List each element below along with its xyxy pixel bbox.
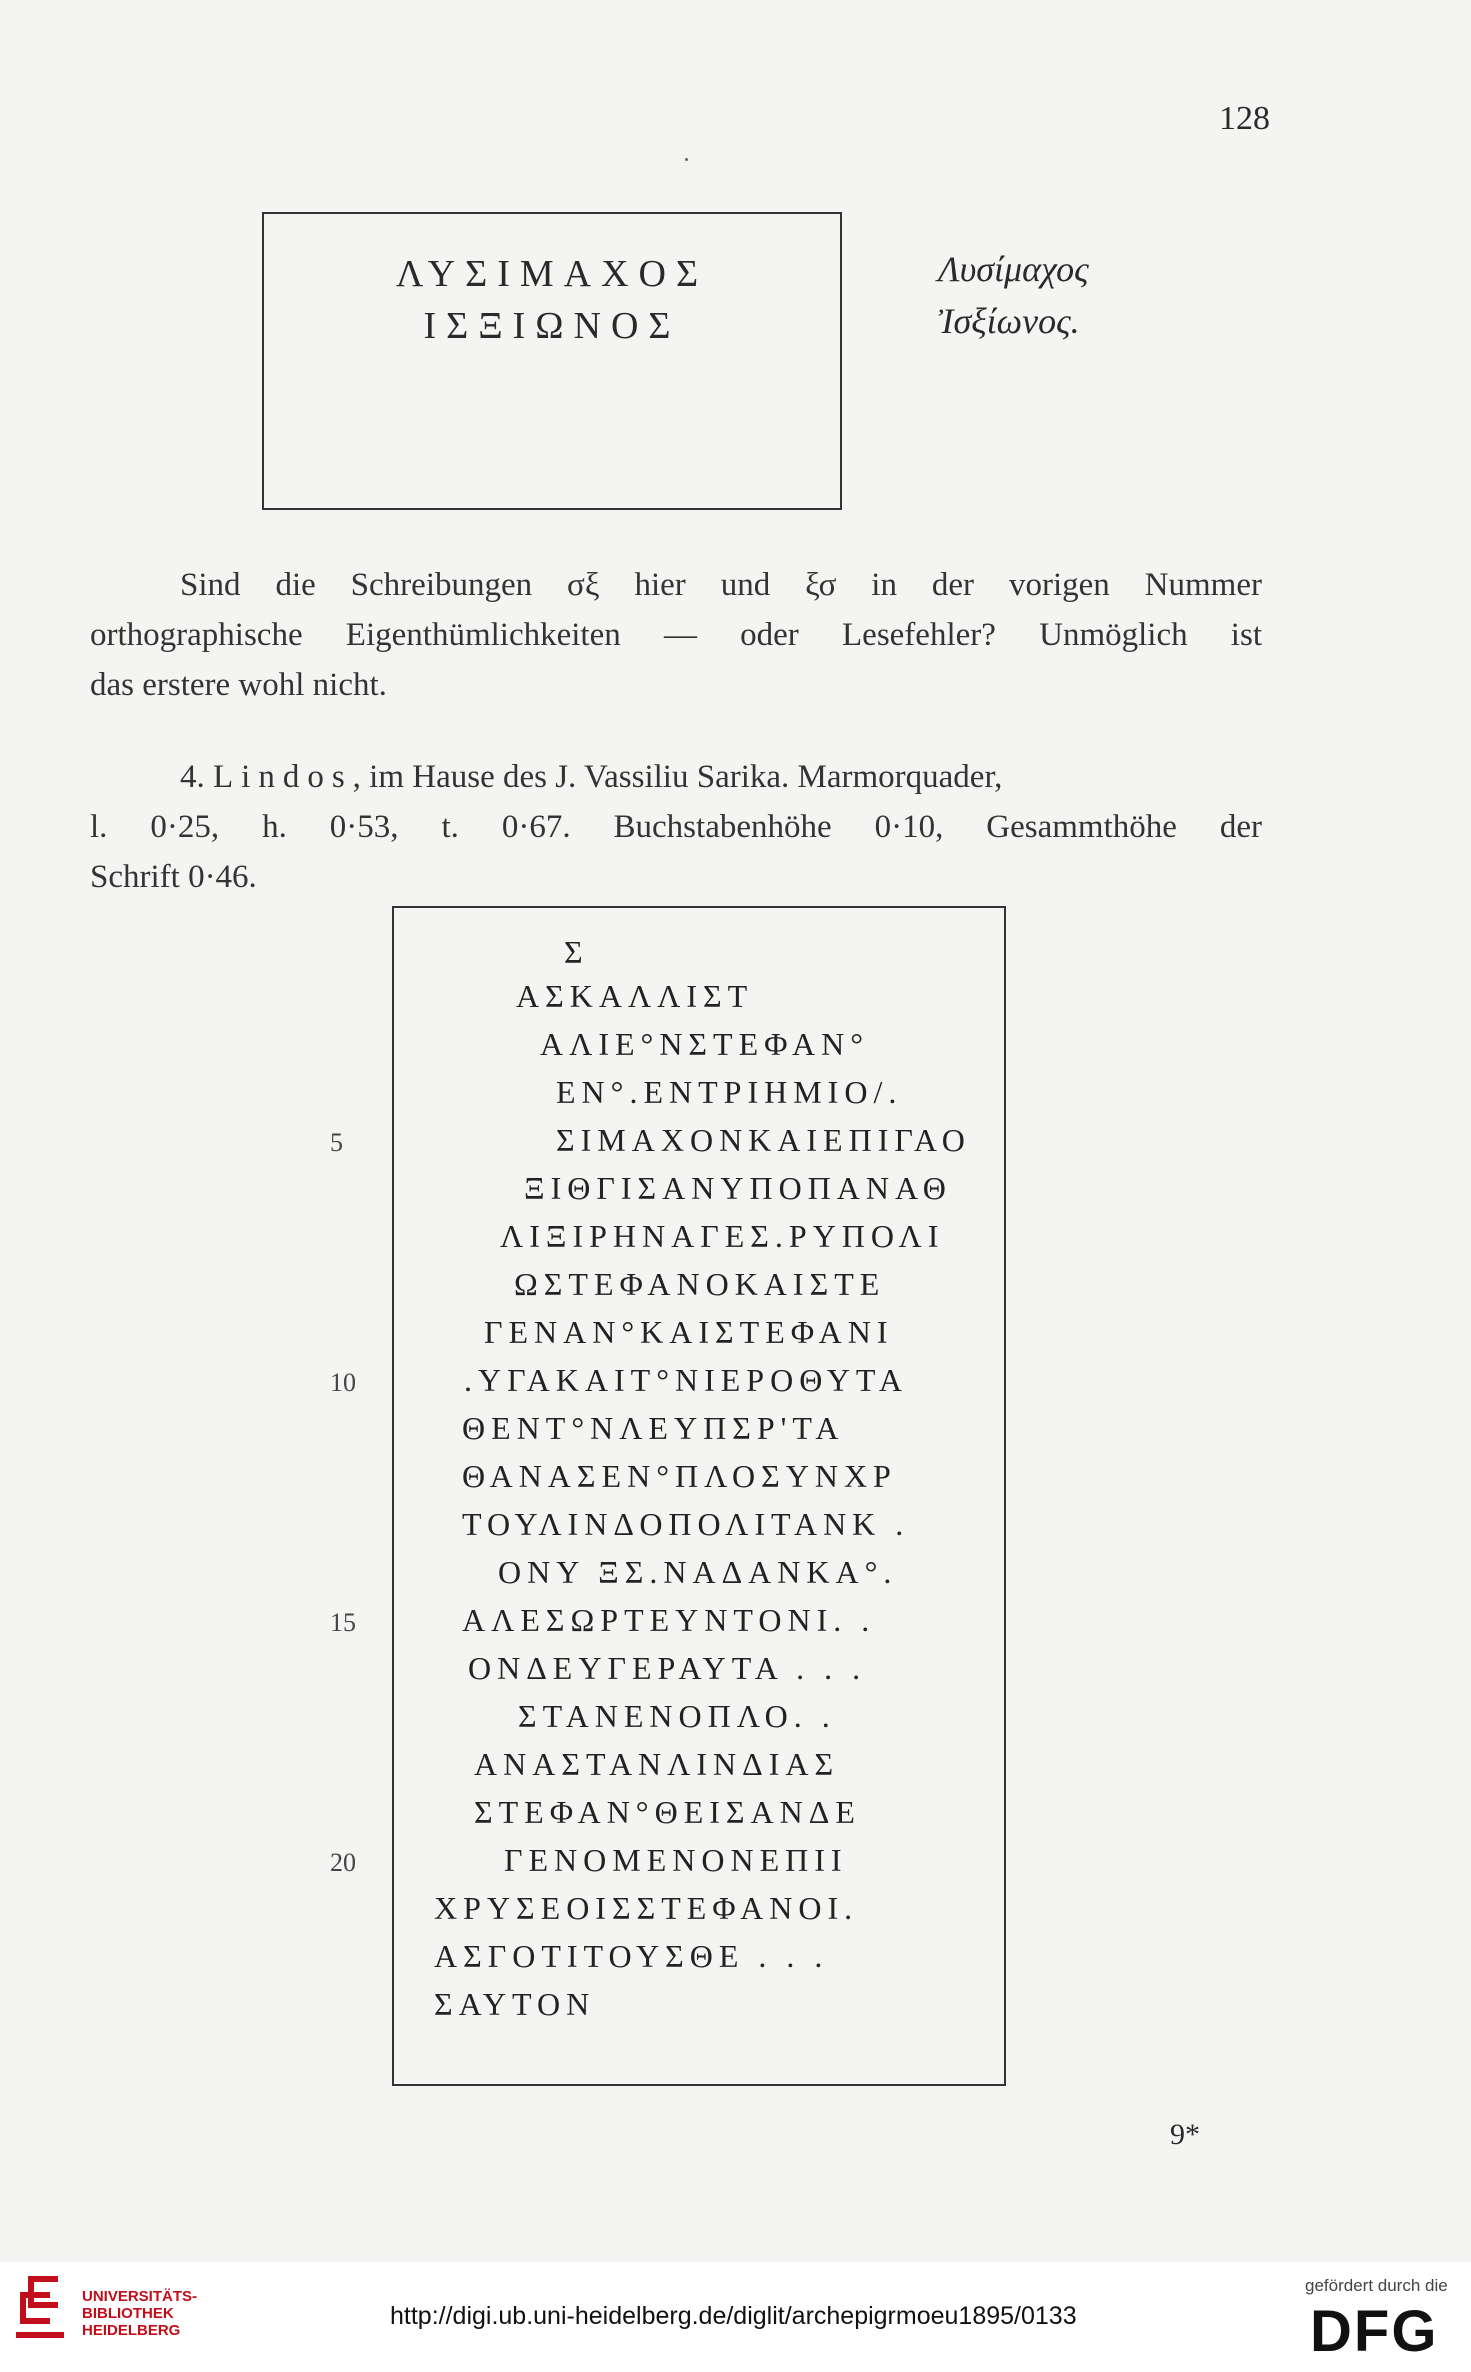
inscription-line: ΟΝΥ ΞΣ.ΝΑΔΑΝΚΑ°.	[498, 1554, 898, 1590]
paragraph-line: Sind die Schreibungen σξ hier und ξσ in der vorigen Nummer	[180, 567, 1262, 603]
inscription-line: ΣΤΕΦΑΝ°ΘΕΙΣΑΝΔΕ	[474, 1794, 861, 1830]
inscription-line: ΑΛΙΕ°ΝΣΤΕΦΑΝ°	[540, 1026, 870, 1062]
transliteration-line: Ἰσξίωνος.	[938, 301, 1080, 341]
inscription-line: ΧΡΥΣΕΟΙΣΣΤΕΦΑΝΟΙ.	[434, 1890, 859, 1926]
paragraph-line: das erstere wohl nicht.	[90, 667, 387, 703]
footer-bar	[0, 2262, 1471, 2372]
line-number: 15	[330, 1608, 356, 1637]
line-number: 5	[330, 1128, 343, 1157]
inscription-line: ΤΟΥΛΙΝΔΟΠΟΛΙΤΑΝΚ .	[462, 1506, 910, 1542]
page-number: 128	[1219, 100, 1270, 137]
item-number: 4.	[180, 759, 205, 795]
inscription-line: ΘΕΝΤ°ΝΛΕΥΠΣΡ'ΤΑ	[462, 1410, 845, 1446]
inscription-line: ΞΙΘΓΙΣΑΝΥΠΟΠΑΝΑΘ	[524, 1170, 952, 1206]
paragraph-1	[90, 560, 1262, 710]
paragraph-line: orthographische Eigenthümlichkeiten — oder Lesefehler? Unmöglich ist	[90, 617, 1262, 653]
line-number: 10	[330, 1368, 356, 1397]
university-name: UNIVERSITÄTS- BIBLIOTHEK HEIDELBERG	[82, 2288, 198, 2339]
inscription-line: ΕΝ°.ΕΝΤΡΙΗΜΙΟ/.	[556, 1074, 903, 1110]
inscription-line: .ΥΓΑΚΑΙΤ°ΝΙΕΡΟΘΥΤΑ	[464, 1362, 908, 1398]
university-logo-icon	[14, 2272, 72, 2348]
line-number: 20	[330, 1848, 356, 1877]
dfg-logo: DFG	[1310, 2299, 1439, 2364]
inscription-line: ΛΙΞΙΡΗΝΑΓΕΣ.ΡΥΠΟΛΙ	[500, 1218, 945, 1254]
inscription-line: Σ	[564, 934, 589, 970]
inscription-line: ΟΝΔΕΥΓΕΡΑΥΤΑ . . .	[468, 1650, 867, 1686]
place-name: Lindos	[213, 759, 353, 795]
inscription-line: ΑΝΑΣΤΑΝΛΙΝΔΙΑΣ	[474, 1746, 840, 1782]
inscription-box-1	[262, 212, 842, 510]
inscription-line: ΣΙΜΑΧΟΝΚΑΙΕΠΙΓΑΟ	[556, 1122, 971, 1158]
inscription-line: ΑΣΚΑΛΛΙΣΤ	[516, 978, 754, 1014]
inscription-line: ΑΣΓΟΤΙΤΟΥΣΘΕ . . .	[434, 1938, 829, 1974]
paragraph-line-rest: , im Hause des J. Vassiliu Sarika. Marmorquader,	[352, 759, 1003, 795]
inscription-line: ΓΕΝΑΝ°ΚΑΙΣΤΕΦΑΝΙ	[484, 1314, 894, 1350]
inscription-line: ΑΛΕΣΩΡΤΕΥΝΤΟΝΙ. .	[462, 1602, 876, 1638]
paragraph-line: Schrift 0·46.	[90, 859, 257, 895]
paragraph-line	[90, 752, 1262, 802]
funding-credit: gefördert durch die	[1305, 2276, 1448, 2295]
inscription-line: ΣΤΑΝΕΝΟΠΛΟ. .	[518, 1698, 836, 1734]
inscription-line: ΘΑΝΑΣΕΝ°ΠΛΟΣΥΝΧΡ	[462, 1458, 897, 1494]
inscription-box-2	[392, 906, 1006, 2086]
transliteration-line: Λυσίμαχος	[938, 249, 1089, 289]
paragraph-2	[90, 752, 1262, 902]
paragraph-line: l. 0·25, h. 0·53, t. 0·67. Buchstabenhöhe 0·10, Gesammthöhe der	[90, 809, 1262, 845]
source-url-link[interactable]: http://digi.ub.uni-heidelberg.de/diglit/archepigrmoeu1895/0133	[390, 2302, 1077, 2330]
inscription-1-line: ΛΥΣΙΜΑΧΟΣ	[395, 253, 709, 295]
inscription-line: ΩΣΤΕΦΑΝΟΚΑΙΣΤΕ	[514, 1266, 886, 1302]
inscription-line: ΣΑΥΤΟΝ	[434, 1986, 596, 2022]
printer-dot	[685, 158, 688, 161]
signature-mark: 9*	[1170, 2118, 1200, 2151]
inscription-line: ΓΕΝΟΜΕΝΟΝΕΠΙΙ	[504, 1842, 848, 1878]
inscription-1-line: ΙΣΞΙΩΝΟΣ	[423, 305, 681, 347]
